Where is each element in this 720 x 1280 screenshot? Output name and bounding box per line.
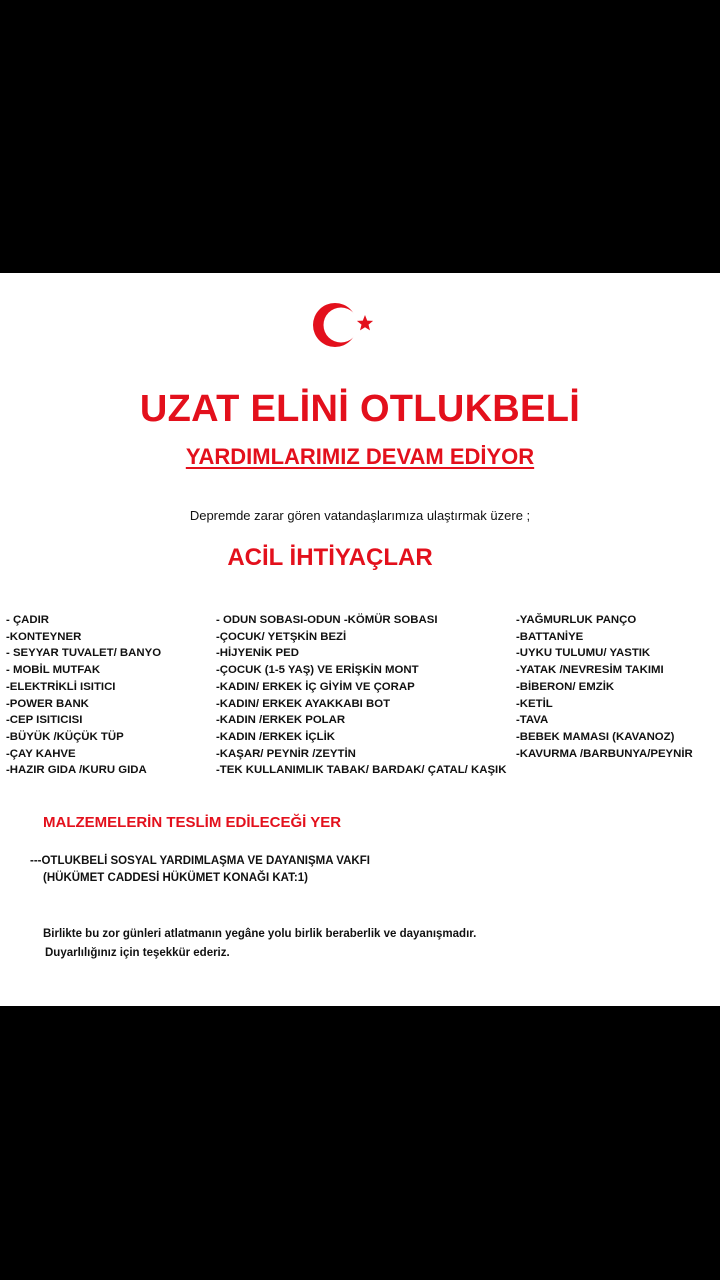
list-item: -HAZIR GIDA /KURU GIDA [6,764,147,777]
needs-heading: ACİL İHTİYAÇLAR [227,544,433,571]
list-item: -BEBEK MAMASI (KAVANOZ) [516,730,675,743]
list-item: -ÇOCUK (1-5 YAŞ) VE ERİŞKİN MONT [216,664,419,677]
list-item: -BİBERON/ EMZİK [516,680,615,693]
list-item: -UYKU TULUMU/ YASTIK [516,647,651,660]
thanks-line-2: Duyarlılığınız için teşekkür ederiz. [45,947,230,959]
list-item: - MOBİL MUTFAK [6,664,101,677]
subtitle-text: YARDIMLARIMIZ DEVAM EDİYOR [185,444,535,469]
crescent-star-icon [306,298,376,352]
list-item: -BATTANİYE [516,630,584,643]
page-subtitle [0,444,720,470]
list-item: -TEK KULLANIMLIK TABAK/ BARDAK/ ÇATAL/ KAŞIK [216,764,507,777]
thanks-line-1: Birlikte bu zor günleri atlatmanın yegâne yolu birlik beraberlik ve dayanışmadır. [43,928,477,940]
list-item: - ODUN SOBASI-ODUN -KÖMÜR SOBASI [216,614,438,626]
list-item: -KADIN/ ERKEK AYAKKABI BOT [216,697,391,710]
list-item: -ÇAY KAHVE [6,747,76,760]
address-line-1: ---OTLUKBELİ SOSYAL YARDIMLAŞMA VE DAYANIŞMA VAKFI [30,855,370,867]
needs-column-3 [516,612,693,762]
list-item: -ELEKTRİKLİ ISITICI [6,680,116,693]
delivery-heading: MALZEMELERİN TESLİM EDİLECEĞİ YER [43,814,342,831]
delivery-address [30,853,370,887]
needs-column-2 [216,612,506,779]
page-title: UZAT ELİNİ OTLUKBELİ [139,388,581,430]
list-item: -KETİL [516,697,553,710]
list-item: -HİJYENİK PED [216,647,299,660]
list-item: - ÇADIR [6,614,50,626]
list-item: -POWER BANK [6,697,89,710]
thanks-message [43,925,476,963]
list-item: -CEP ISITICISI [6,714,83,727]
list-item: - SEYYAR TUVALET/ BANYO [6,647,162,660]
list-item: -KADIN/ ERKEK İÇ GİYİM VE ÇORAP [216,680,415,693]
list-item: -TAVA [516,714,549,727]
list-item: -YAĞMURLUK PANÇO [516,614,637,626]
list-item: -KONTEYNER [6,630,82,643]
list-item: -BÜYÜK /KÜÇÜK TÜP [6,730,124,743]
list-item: -KAVURMA /BARBUNYA/PEYNİR [516,747,693,760]
intro-text: Depremde zarar gören vatandaşlarımıza ulaştırmak üzere ; [189,508,531,523]
list-item: -KADIN /ERKEK İÇLİK [216,730,335,743]
list-item: -KADIN /ERKEK POLAR [216,714,346,727]
list-item: -ÇOCUK/ YETŞKİN BEZİ [216,630,347,643]
list-item: -YATAK /NEVRESİM TAKIMI [516,664,664,677]
list-item: -KAŞAR/ PEYNİR /ZEYTİN [216,747,356,760]
needs-column-1 [6,612,161,779]
address-line-2: (HÜKÜMET CADDESİ HÜKÜMET KONAĞI KAT:1) [43,872,308,884]
